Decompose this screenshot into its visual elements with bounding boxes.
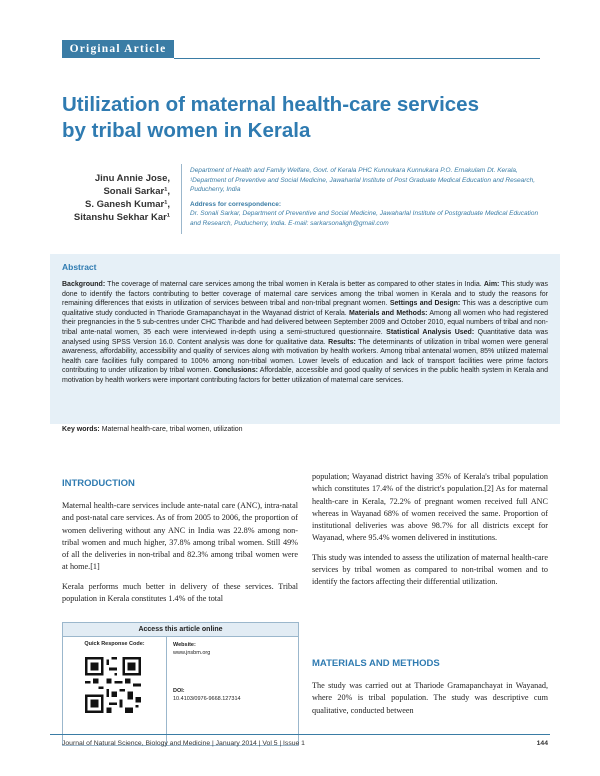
access-article-box: [62, 622, 299, 746]
introduction-heading: INTRODUCTION: [62, 478, 135, 489]
paragraph: Kerala performs much better in delivery of these services. Tribal population in Kerala constitutes 1.4% of the total: [62, 581, 298, 604]
qr-panel: [63, 637, 167, 745]
website-label: Website:: [173, 642, 196, 648]
author-list: [62, 172, 170, 224]
abstract-body: [62, 280, 548, 386]
doi-label: DOI:: [173, 688, 185, 694]
abstract-label: Statistical Analysis Used:: [386, 328, 475, 336]
abstract-text: Among all women who had registered their pregnancies in the 5 sub-centres under CHC Tharibde and had delivered between September 2009 and October 2010, equal numbers of tribal and non-tribal ante-natal women, 35 each were interviewed in-depth using a semi-structured questionnaire.: [62, 309, 549, 336]
page-number: 144: [536, 740, 548, 747]
abstract-text: The determinants of utilization in tribal women were general awareness, affordability, accessibility and quality of services along with motivation by health workers. Among tribal antenatal women, 85% utilized maternal health care facilities fully compared to 100% among non-tribal women. Lower levels of education and lack of transport facilities were prime factors contributing to under utilization by tribal women.: [62, 338, 548, 375]
keywords-text: Maternal health-care, tribal women, utilization: [101, 426, 243, 433]
paragraph: This study was intended to assess the utilization of maternal health-care services by tribal women as compared to non-tribal women and to identify the factors affecting their differential utilization.: [312, 552, 548, 587]
website-link[interactable]: www.jnsbm.org: [173, 650, 211, 656]
abstract-label: Aim:: [483, 281, 500, 288]
abstract-heading: Abstract: [62, 262, 97, 272]
page-footer: [62, 740, 548, 747]
keywords-label: Key words:: [62, 426, 100, 433]
abstract-text: The coverage of maternal care services among the tribal women in Kerala is better as compared to other states in India.: [107, 281, 482, 288]
affiliation-text: Department of Health and Family Welfare, Govt. of Kerala PHC Kunnukara Kunnukara P.O. Ernakulam Dt. Kerala, ¹Department of Preventive and Social Medicine, Jawaharlal Institute of Post Graduate Medical Education and Research, Puducherry, India: [190, 167, 536, 193]
abstract-label: Conclusions:: [213, 367, 258, 375]
doi-value[interactable]: 10.4103/0976-9668.127314: [173, 696, 241, 702]
footer-rule: [50, 734, 550, 735]
abstract-label: Background:: [62, 281, 106, 288]
author-name: S. Ganesh Kumar¹,: [85, 199, 170, 210]
affiliation-block: [190, 166, 542, 228]
paragraph: population; Wayanad district having 35% of Kerala's tribal population which constitutes 17.4% of the district's population.[2] As for maternal health-care in Kerala, 72.2% of pregnant women received full ANC whereas in Wayanad 68% of women received the same. Proportion of institutional deliveries was above 98.7% for all districts except for Wayanad, where 95.4% women delivered in institutions.: [312, 472, 548, 543]
access-box-heading: Access this article online: [63, 623, 298, 637]
access-details: [173, 641, 241, 703]
article-type-tag: Original Article: [62, 40, 174, 58]
author-name: Sonali Sarkar¹,: [103, 186, 170, 197]
author-name: Sitanshu Sekhar Kar¹: [73, 212, 170, 223]
abstract-text: Affordable, accessible and good quality of services in the public health system in Kerala and motivation by health workers were important contributing factors for better utilization of maternal care services.: [62, 367, 548, 384]
address-heading: Address for correspondence:: [190, 200, 282, 208]
right-column-body: [312, 471, 548, 596]
abstract-label: Settings and Design:: [389, 300, 461, 308]
keywords-line: [62, 426, 243, 433]
abstract-text: Quantitative data was analysed using SPSS Version 16.0. Content analysis was done for qualitative data.: [62, 328, 549, 346]
article-title: Utilization of maternal health-care services by tribal women in Kerala: [62, 93, 479, 142]
qr-label: Quick Response Code:: [84, 641, 145, 647]
methods-body: [312, 680, 548, 724]
abstract-label: Results:: [328, 338, 356, 346]
abstract-label: Materials and Methods:: [349, 309, 428, 317]
affiliation-divider: [181, 164, 182, 234]
header-rule: [174, 58, 540, 59]
qr-code-icon: [85, 657, 141, 713]
introduction-body: [62, 500, 298, 612]
paragraph: The study was carried out at Thariode Gramapanchayat in Wayanad, where 20% is tribal population. The study was descriptive cum qualitative, conducted between: [312, 681, 548, 715]
paragraph: Maternal health-care services include ante-natal care (ANC), intra-natal and post-natal care services. As of from 2005 to 2006, the proportion of women delivering without any ANC in India was 22.8% among non-tribal women and much higher, 37.8% among tribal women. Still 49% of all the deliveries in non-tribal and 82.3% among tribal women were at home.[1]: [62, 501, 298, 572]
abstract-text: This study was done to identify the factors contributing to better coverage of maternal care services among the tribal women in Kerala and to study the reasons for remaining differences that exists in utilization of services between tribal and non-tribal pregnant women.: [62, 281, 549, 308]
journal-citation: Journal of Natural Science, Biology and Medicine | January 2014 | Vol 5 | Issue 1: [62, 740, 305, 747]
abstract-text: This was a descriptive cum qualitative study conducted in Thariode Gramapanchayat in the Wayanad district of Kerala.: [62, 300, 548, 317]
methods-heading: MATERIALS AND METHODS: [312, 658, 440, 669]
correspondence-address: Dr. Sonali Sarkar, Department of Preventive and Social Medicine, Jawaharlal Institute of Postgraduate Medical Education and Research, Puducherry, India. E-mail: sarkarsonaligh@gmail.com: [190, 210, 539, 227]
author-name: Jinu Annie Jose,: [94, 173, 170, 184]
